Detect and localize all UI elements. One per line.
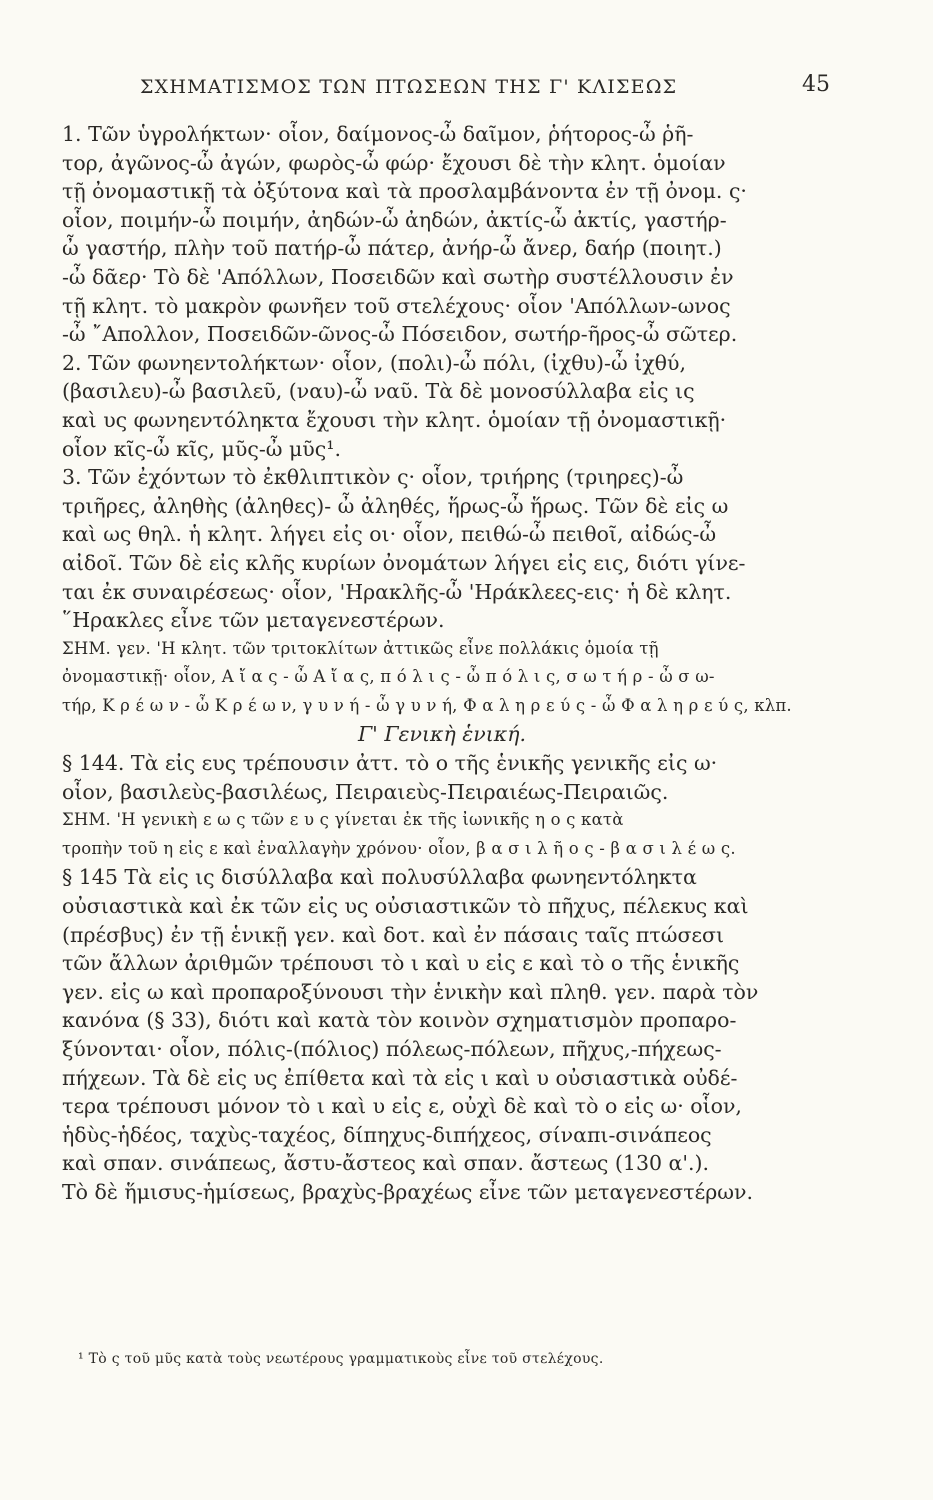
text-line: § 145 Τὰ εἰς ις δισύλλαβα καὶ πολυσύλλαβα φωνηεντόληκτα xyxy=(62,865,697,890)
section-heading: Γ' Γενικὴ ἑνική. xyxy=(357,722,527,747)
text-line: ξύνονται· οἷον, πόλις-(πόλιος) πόλεως-πόλεων, πῆχυς,-πήχεως- xyxy=(62,1037,722,1061)
text-line: 1. Τῶν ὑγρολήκτων· οἷον, δαίμονος-ὦ δαῖμον, ῥήτορος-ὦ ῥῆ- xyxy=(62,122,694,146)
text-line: καὶ υς φωνηεντόληκτα ἔχουσι τὴν κλητ. ὁμοίαν τῇ ὀνομαστικῇ· xyxy=(62,407,727,432)
note-line: τήρ, Κ ρ έ ω ν - ὦ Κ ρ έ ω ν, γ υ ν ή - ὦ γ υ ν ή, Φ α λ η ρ ε ύ ς - ὦ Φ α λ η ρ ε ύ ς, κλπ. xyxy=(62,695,792,715)
text-line: πήχεων. Τὰ δὲ εἰς υς ἐπίθετα καὶ τὰ εἰς ι καὶ υ οὐσιαστικὰ οὐδέ- xyxy=(62,1065,738,1090)
text-line: αἰδοῖ. Τῶν δὲ εἰς κλῆς κυρίων ὀνομάτων λήγει εἰς εις, διότι γίνε- xyxy=(62,550,746,575)
text-line: οὐσιαστικὰ καὶ ἐκ τῶν εἰς υς οὐσιαστικῶν τὸ πῆχυς, πέλεκυς καὶ xyxy=(62,894,749,919)
text-block xyxy=(62,120,822,1207)
text-line: Τὸ δὲ ἥμισυς-ἡμίσεως, βραχὺς-βραχέως εἶνε τῶν μεταγενεστέρων. xyxy=(62,1179,754,1204)
text-line: (πρέσβυς) ἐν τῇ ἑνικῇ γεν. καὶ δοτ. καὶ ἐν πάσαις ταῖς πτώσεσι xyxy=(62,922,725,947)
text-line: (βασιλευ)-ὦ βασιλεῦ, (ναυ)-ὦ ναῦ. Τὰ δὲ μονοσύλλαβα εἰς ις xyxy=(62,379,695,404)
text-line: ἡδὺς-ἡδέος, ταχὺς-ταχέος, δίπηχυς-διπήχεος, σίναπι-σινάπεος xyxy=(62,1122,712,1147)
running-head xyxy=(140,72,830,106)
text-line: κανόνα (§ 33), διότι καὶ κατὰ τὸν κοινὸν σχηματισμὸν προπαρο- xyxy=(62,1008,737,1033)
text-line: οἷον κῖς-ὦ κῖς, μῦς-ὦ μῦς¹. xyxy=(62,436,341,461)
text-line: τερα τρέπουσι μόνον τὸ ι καὶ υ εἰς ε, οὐχὶ δὲ καὶ τὸ ο εἰς ω· οἷον, xyxy=(62,1094,742,1119)
text-line: καὶ ως θηλ. ἡ κλητ. λήγει εἰς οι· οἷον, πειθώ-ὦ πειθοῖ, αἰδώς-ὦ xyxy=(62,522,717,547)
text-line: 2. Τῶν φωνηεντολήκτων· οἷον, (πολι)-ὦ πόλι, (ἰχθυ)-ὦ ἰχθύ, xyxy=(62,350,686,375)
text-line: τορ, ἀγῶνος-ὦ ἀγών, φωρὸς-ὦ φώρ· ἔχουσι δὲ τὴν κλητ. ὁμοίαν xyxy=(62,150,726,175)
text-line: -ὦ ῎Απολλον, Ποσειδῶν-ῶνος-ὦ Πόσειδον, σωτήρ-ῆρος-ὦ σῶτερ. xyxy=(62,322,738,347)
running-title: ΣΧΗΜΑΤΙΣΜΟΣ ΤΩΝ ΠΤΩΣΕΩΝ ΤΗΣ Γ' ΚΛΙΣΕΩΣ xyxy=(140,76,678,98)
text-line: § 144. Τὰ εἰς ευς τρέπουσιν ἀττ. τὸ ο τῆς ἑνικῆς γενικῆς εἰς ω· xyxy=(62,751,718,776)
text-line: τῇ ὀνομαστικῇ τὰ ὀξύτονα καὶ τὰ προσλαμβάνοντα ἐν τῇ ὀνομ. ς· xyxy=(62,179,747,204)
text-line: τῶν ἄλλων ἀριθμῶν τρέπουσι τὸ ι καὶ υ εἰς ε καὶ τὸ ο τῆς ἑνικῆς xyxy=(62,951,740,976)
text-line: οἷον, βασιλεὺς-βασιλέως, Πειραιεὺς-Πειραιέως-Πειραιῶς. xyxy=(62,779,669,804)
text-line: ῞Ηρακλες εἶνε τῶν μεταγενεστέρων. xyxy=(62,608,445,633)
footnote: ¹ Τὸ ς τοῦ μῦς κατὰ τοὺς νεωτέρους γραμματικοὺς εἶνε τοῦ στελέχους. xyxy=(78,1351,604,1367)
text-line: τριῆρες, ἀληθὴς (ἀληθες)- ὦ ἀληθές, ἥρως-ὦ ἥρως. Τῶν δὲ εἰς ω xyxy=(62,493,729,518)
text-line: γεν. εἰς ω καὶ προπαροξύνουσι τὴν ἑνικὴν καὶ πληθ. γεν. παρὰ τὸν xyxy=(62,979,759,1004)
note-line: τροπὴν τοῦ η εἰς ε καὶ ἐναλλαγὴν χρόνου· οἷον, β α σ ι λ ῆ ο ς - β α σ ι λ έ ω ς. xyxy=(62,838,736,858)
text-line: οἷον, ποιμήν-ὦ ποιμήν, ἀηδών-ὦ ἀηδών, ἀκτίς-ὦ ἀκτίς, γαστήρ- xyxy=(62,207,727,232)
text-line: ὦ γαστήρ, πλὴν τοῦ πατήρ-ὦ πάτερ, ἀνήρ-ὦ ἄνερ, δαήρ (ποιητ.) xyxy=(62,236,722,261)
page-number: 45 xyxy=(802,72,830,97)
note-line: ΣΗΜ. 'Η γενικὴ ε ω ς τῶν ε υ ς γίνεται ἐκ τῆς ἰωνικῆς η ο ς κατὰ xyxy=(62,810,624,830)
text-line: ται ἐκ συναιρέσεως· οἷον, 'Ηρακλῆς-ὦ 'Ηράκλεες-εις· ἡ δὲ κλητ. xyxy=(62,579,732,604)
text-line: -ὦ δᾶερ· Τὸ δὲ 'Απόλλων, Ποσειδῶν καὶ σωτὴρ συστέλλουσιν ἐν xyxy=(62,264,734,289)
note-line: ΣΗΜ. γεν. 'Η κλητ. τῶν τριτοκλίτων ἀττικῶς εἶνε πολλάκις ὁμοία τῇ xyxy=(62,638,659,658)
text-line: τῇ κλητ. τὸ μακρὸν φωνῆεν τοῦ στελέχους· οἷον 'Απόλλων-ωνος xyxy=(62,293,731,318)
text-line: 3. Τῶν ἐχόντων τὸ ἐκθλιπτικὸν ς· οἷον, τριήρης (τριηρες)-ὦ xyxy=(62,465,684,490)
text-line: καὶ σπαν. σινάπεως, ἄστυ-ἄστεος καὶ σπαν. ἄστεως (130 α'.). xyxy=(62,1151,710,1176)
note-line: ὀνομαστικῇ· οἷον, Α ἴ α ς - ὦ Α ἴ α ς, π ό λ ι ς - ὦ π ό λ ι ς, σ ω τ ή ρ - ὦ σ ω- xyxy=(62,667,715,687)
